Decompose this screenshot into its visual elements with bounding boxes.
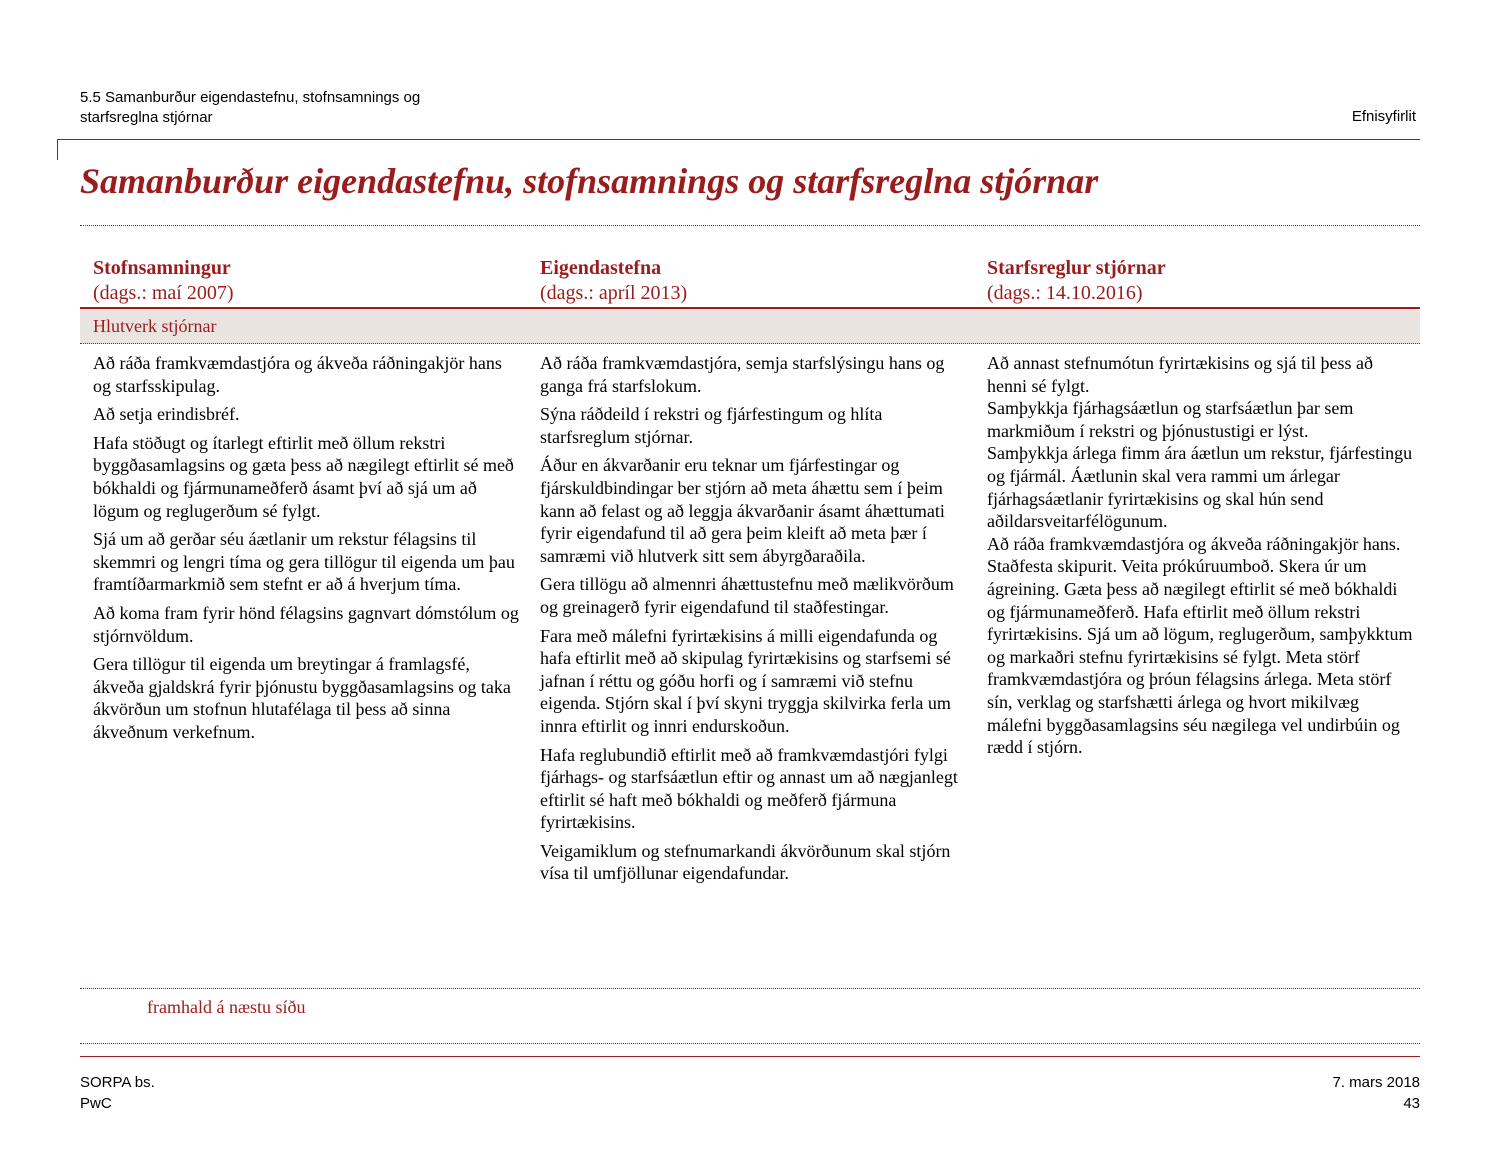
title-dotted-rule xyxy=(80,225,1420,226)
section-breadcrumb: 5.5 Samanburður eigendastefnu, stofnsamnings og starfsreglna stjórnar xyxy=(80,89,421,126)
footer-firm: PwC xyxy=(80,1095,112,1112)
column-paragraph: Fara með málefni fyrirtækisins á milli eigendafunda og hafa eftirlit með að skipulag fyrirtækisins og starfsemi sé jafnan í réttu og góðu horfi og í samræmi við stefnu eigenda. Stjórn skal í því skyni tryggja skilvirka ferla um innra eftirlit og innri endurskoðun. xyxy=(540,625,951,736)
column-header-starfsreglur xyxy=(987,256,1407,306)
column-paragraph: Að setja erindisbréf. xyxy=(93,404,240,425)
column-paragraph: Að ráða framkvæmdastjóra og ákveða ráðningakjör hans og starfsskipulag. xyxy=(93,353,502,396)
column-header-eigendastefna xyxy=(540,256,960,306)
column-paragraph: Áður en ákvarðanir eru teknar um fjárfestingar og fjárskuldbindingar ber stjórn að meta áhættu sem í þeim kann að felast og að leggja ákvarðanir ásamt áhættumati fyrir eigendafund til að gera þeim kleift að meta þær í samræmi við hlutverk sitt sem ábyrgðaraðila. xyxy=(540,455,945,566)
header-rule-tick xyxy=(57,139,58,160)
column-paragraph: Sýna ráðdeild í rekstri og fjárfestingum og hlíta starfsreglum stjórnar. xyxy=(540,404,883,447)
column-body-eigendastefna xyxy=(540,352,968,891)
column-paragraph: Gera tillögur til eigenda um breytingar á framlagsfé, ákveða gjaldskrá fyrir þjónustu byggðasamlagsins og taka ákvörðun um stofnun hlutafélaga til þess að sinna ákveðnum verkefnum. xyxy=(93,654,511,742)
column-name: Stofnsamningur xyxy=(93,257,231,279)
column-date: (dags.: maí 2007) xyxy=(93,282,234,304)
continued-next-page: framhald á næstu síðu xyxy=(147,997,306,1017)
column-paragraph: Sjá um að gerðar séu áætlanir um rekstur félagsins til skemmri og lengri tíma og gera tillögur til eigenda um þau framtíðarmarkmið sem stefnt er að á hverjum tíma. xyxy=(93,529,515,595)
column-paragraph: Að ráða framkvæmdastjóra og ákveða ráðningakjör hans. Staðfesta skipurit. Veita prókúruumboð. Skera úr um ágreining. Gæta þess að nægilegt eftirlit sé með bókhaldi og fjármunameðferð. Hafa eftirlit með öllum rekstri fyrirtækisins. Sjá um að lögum, reglugerðum, samþykktum og markaðri stefnu fyrirtækisins sé fylgt. Meta störf framkvæmdastjóra og þróun félagsins árlega. Meta störf sín, verklag og starfshætti árlega og hvort mikilvæg málefni byggðasamlagsins séu nægilega vel undirbúin og rædd í stjórn. xyxy=(987,533,1413,758)
footer-client: SORPA bs. xyxy=(80,1074,155,1091)
column-paragraph: Samþykkja fjárhagsáætlun og starfsáætlun þar sem markmiðum í rekstri og þjónustustigi er lýst. xyxy=(987,398,1354,441)
column-paragraph: Hafa stöðugt og ítarlegt eftirlit með öllum rekstri byggðasamlagsins og gæta þess að nægilegt eftirlit sé með bókhaldi og fjármunameðferð ásamt því að sjá um að lögum og reglugerðum sé fylgt. xyxy=(93,432,514,521)
footer-left xyxy=(80,1072,155,1114)
column-header-stofnsamningur xyxy=(93,256,513,306)
column-name: Eigendastefna xyxy=(540,257,662,279)
toc-link[interactable]: Efnisyfirlit xyxy=(1351,108,1416,125)
column-paragraph: Að annast stefnumótun fyrirtækisins og sjá til þess að henni sé fylgt. xyxy=(987,353,1373,396)
column-paragraph: Gera tillögu að almennri áhættustefnu með mælikvörðum og greinagerð fyrir eigendafund til staðfestingar. xyxy=(540,574,954,617)
column-date: (dags.: 14.10.2016) xyxy=(987,282,1143,304)
column-body-starfsreglur xyxy=(987,352,1415,759)
section-band xyxy=(80,309,1420,344)
column-paragraph: Samþykkja árlega fimm ára áætlun um rekstur, fjárfestingu og fjármál. Áætlunin skal vera rammi um árlegar fjárhagsáætlanir fyrirtækisins og skal hún send aðildarsveitarfélögunum. xyxy=(987,443,1413,532)
page-title: Samanburður eigendastefnu, stofnsamnings og starfsreglna stjórnar xyxy=(80,161,1099,201)
continued-dotted-rule xyxy=(80,1043,1420,1044)
column-paragraph: Hafa reglubundið eftirlit með að framkvæmdastjóri fylgi fjárhags- og starfsáætlun eftir og annast um að nægjanlegt eftirlit sé haft með bókhaldi og meðferð fjármuna fyrirtækisins. xyxy=(540,744,958,833)
column-name: Starfsreglur stjórnar xyxy=(987,257,1166,279)
column-paragraph: Að ráða framkvæmdastjóra, semja starfslýsingu hans og ganga frá starfslokum. xyxy=(540,353,945,396)
column-date: (dags.: apríl 2013) xyxy=(540,282,688,304)
section-label: Hlutverk stjórnar xyxy=(93,316,217,336)
footer-right xyxy=(1332,1072,1420,1114)
header-rule xyxy=(57,139,1420,140)
footer-rule xyxy=(80,1056,1420,1057)
page-number: 43 xyxy=(1403,1095,1420,1112)
footer-date: 7. mars 2018 xyxy=(1332,1074,1420,1091)
column-paragraph: Að koma fram fyrir hönd félagsins gagnvart dómstólum og stjórnvöldum. xyxy=(93,602,519,646)
column-paragraph: Veigamiklum og stefnumarkandi ákvörðunum skal stjórn vísa til umfjöllunar eigendafundar. xyxy=(540,840,951,884)
content-end-dotted-rule xyxy=(80,988,1420,989)
column-body-stofnsamningur xyxy=(93,352,521,750)
